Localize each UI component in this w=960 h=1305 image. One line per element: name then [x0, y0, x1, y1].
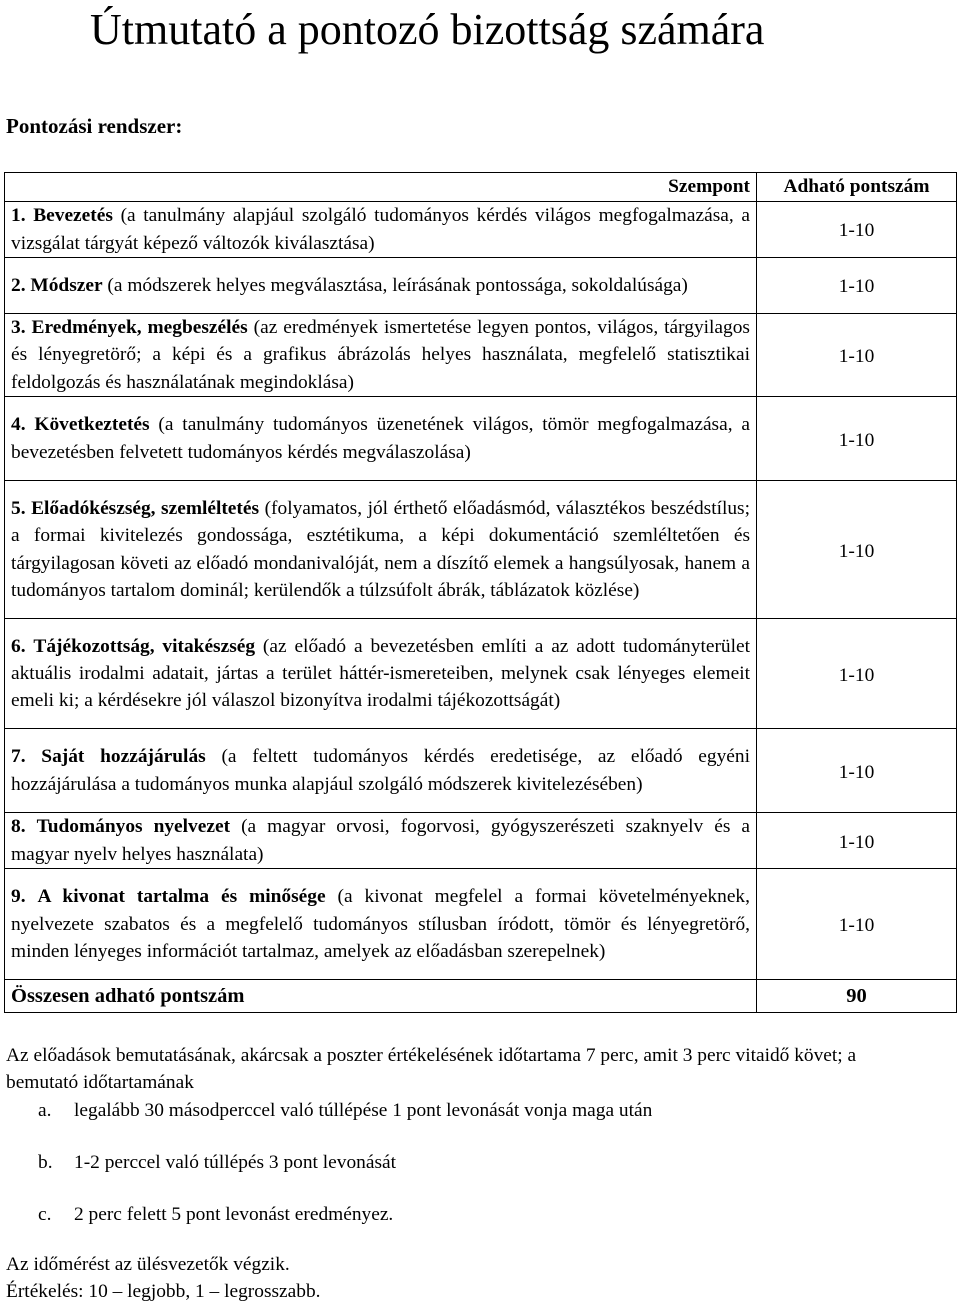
list-item	[38, 1149, 396, 1176]
criterion-cell	[5, 481, 757, 619]
table-row	[5, 869, 957, 980]
criterion-cell	[5, 869, 757, 980]
criterion-cell	[5, 619, 757, 729]
list-marker: b.	[38, 1152, 53, 1173]
criterion-cell	[5, 729, 757, 813]
points-cell: 1-10	[757, 729, 957, 813]
criterion-keyword: Tájékozottság, vitakészség	[33, 635, 256, 657]
criterion-number: 2.	[11, 274, 26, 296]
footer-rating-scale: Értékelés: 10 – legjobb, 1 – legrosszabb.	[6, 1281, 321, 1302]
criterion-keyword: Előadókészség, szemléltetés	[31, 497, 260, 519]
points-cell: 1-10	[757, 869, 957, 980]
list-item	[38, 1201, 393, 1228]
criterion-keyword: Következtetés	[34, 414, 150, 436]
timing-text: Az előadások bemutatásának, akárcsak a poszter értékelésének időtartama 7 perc, amit 3 perc vitaidő követ; a bemutató időtartamának	[6, 1045, 857, 1093]
criterion-text: (a tanulmány tudományos üzenetének világos, tömör megfogalmazása, a bevezetésben felvetett tudományos kérdés megválaszolása)	[11, 414, 750, 463]
table-row	[5, 397, 957, 481]
criteria-header: Szempont	[5, 173, 757, 202]
timing-note	[6, 1042, 906, 1096]
criterion-keyword: Tudományos nyelvezet	[36, 816, 231, 838]
points-cell: 1-10	[757, 481, 957, 619]
criterion-number: 3.	[11, 317, 26, 338]
table-row	[5, 813, 957, 869]
footer-timekeeping: Az időmérést az ülésvezetők végzik.	[6, 1254, 290, 1275]
criterion-number: 7.	[11, 746, 26, 768]
points-cell: 1-10	[757, 258, 957, 314]
points-cell: 1-10	[757, 813, 957, 869]
table-row	[5, 729, 957, 813]
criterion-keyword: A kivonat tartalma és minősége	[37, 886, 326, 908]
criterion-number: 8.	[11, 816, 26, 838]
criterion-number: 9.	[11, 886, 26, 908]
points-cell: 1-10	[757, 619, 957, 729]
criterion-cell	[5, 258, 757, 314]
criterion-text: (a feltett tudományos kérdés eredetisége, az előadó egyéni hozzájárulása a tudományos munka alapjául szolgáló módszerek kivitelezésében)	[11, 746, 750, 795]
criterion-keyword: Eredmények, megbeszélés	[31, 317, 248, 338]
list-text: 2 perc felett 5 pont levonást eredményez.	[74, 1204, 394, 1225]
table-row	[5, 314, 957, 397]
criterion-text: (az előadó a bevezetésben említi a az adott tudományterület aktuális irodalmi adatait, jártas a terület háttér-ismereteiben, melynek csak lényeges elemeit emeli ki; a kérdésekre jól válaszol bizonyítva irodalmi tájékozottságát)	[11, 635, 750, 712]
footer	[6, 1251, 320, 1305]
table-header-row	[5, 173, 957, 202]
table-row	[5, 619, 957, 729]
list-item	[38, 1097, 652, 1124]
criterion-text: (a tanulmány alapjául szolgáló tudományos kérdés világos megfogalmazása, a vizsgálat tárgyát képező változók kiválasztása)	[11, 205, 750, 254]
points-cell: 1-10	[757, 202, 957, 258]
criterion-number: 6.	[11, 635, 26, 657]
criterion-cell	[5, 397, 757, 481]
scoring-table	[4, 172, 957, 1013]
criterion-number: 1.	[11, 205, 26, 227]
criterion-text: (folyamatos, jól érthető előadásmód, választékos beszédstílus; a formai kivitelezés gondossága, esztétikuma, a képi dokumentáció szemléltetően és tárgyilagosan követi az előadó mondanivalóját, nem a díszítő elemek a hangsúlyosak, hanem a tudományos tartalom dominál; kerülendők a túlzsúfolt ábrák, táblázatok közlése)	[11, 497, 750, 602]
criterion-number: 4.	[11, 414, 26, 436]
list-marker: a.	[38, 1100, 52, 1121]
table-row	[5, 481, 957, 619]
section-subtitle: Pontozási rendszer:	[6, 114, 183, 138]
criterion-text: (a magyar orvosi, fogorvosi, gyógyszerészeti szaknyelv és a magyar nyelv helyes használata)	[11, 816, 751, 865]
criterion-text: (a kivonat megfelel a formai követelményeknek, nyelvezete szabatos és a megfelelő tudományos stílusban íródott, tömör és lényegretörő, minden lényeges információt tartalmaz, amelyek az előadásban szerepelnek)	[11, 886, 750, 962]
total-row	[5, 980, 957, 1013]
criterion-number: 5.	[11, 497, 26, 519]
points-cell: 1-10	[757, 314, 957, 397]
criterion-keyword: Saját hozzájárulás	[41, 746, 206, 768]
table-row	[5, 202, 957, 258]
criterion-keyword: Módszer	[30, 274, 103, 296]
criterion-text: (a módszerek helyes megválasztása, leírásának pontossága, sokoldalúsága)	[107, 274, 688, 296]
criterion-cell	[5, 314, 757, 397]
points-header: Adható pontszám	[757, 173, 957, 202]
table-row	[5, 258, 957, 314]
total-value: 90	[757, 980, 957, 1013]
criterion-cell	[5, 202, 757, 258]
criterion-keyword: Bevezetés	[33, 205, 113, 227]
list-text: legalább 30 másodperccel való túllépése 1 pont levonását vonja maga után	[74, 1100, 653, 1121]
page-title: Útmutató a pontozó bizottság számára	[90, 5, 765, 54]
criterion-text: (az eredmények ismertetése legyen pontos, világos, tárgyilagos és lényegretörő; a képi és a grafikus ábrázolás helyes használata, megfelelő statisztikai feldolgozás és használatának megindoklása)	[11, 317, 750, 393]
list-text: 1-2 perccel való túllépés 3 pont levonását	[74, 1152, 396, 1173]
criterion-cell	[5, 813, 757, 869]
list-marker: c.	[38, 1204, 52, 1225]
points-cell: 1-10	[757, 397, 957, 481]
total-label: Összesen adható pontszám	[5, 980, 757, 1013]
